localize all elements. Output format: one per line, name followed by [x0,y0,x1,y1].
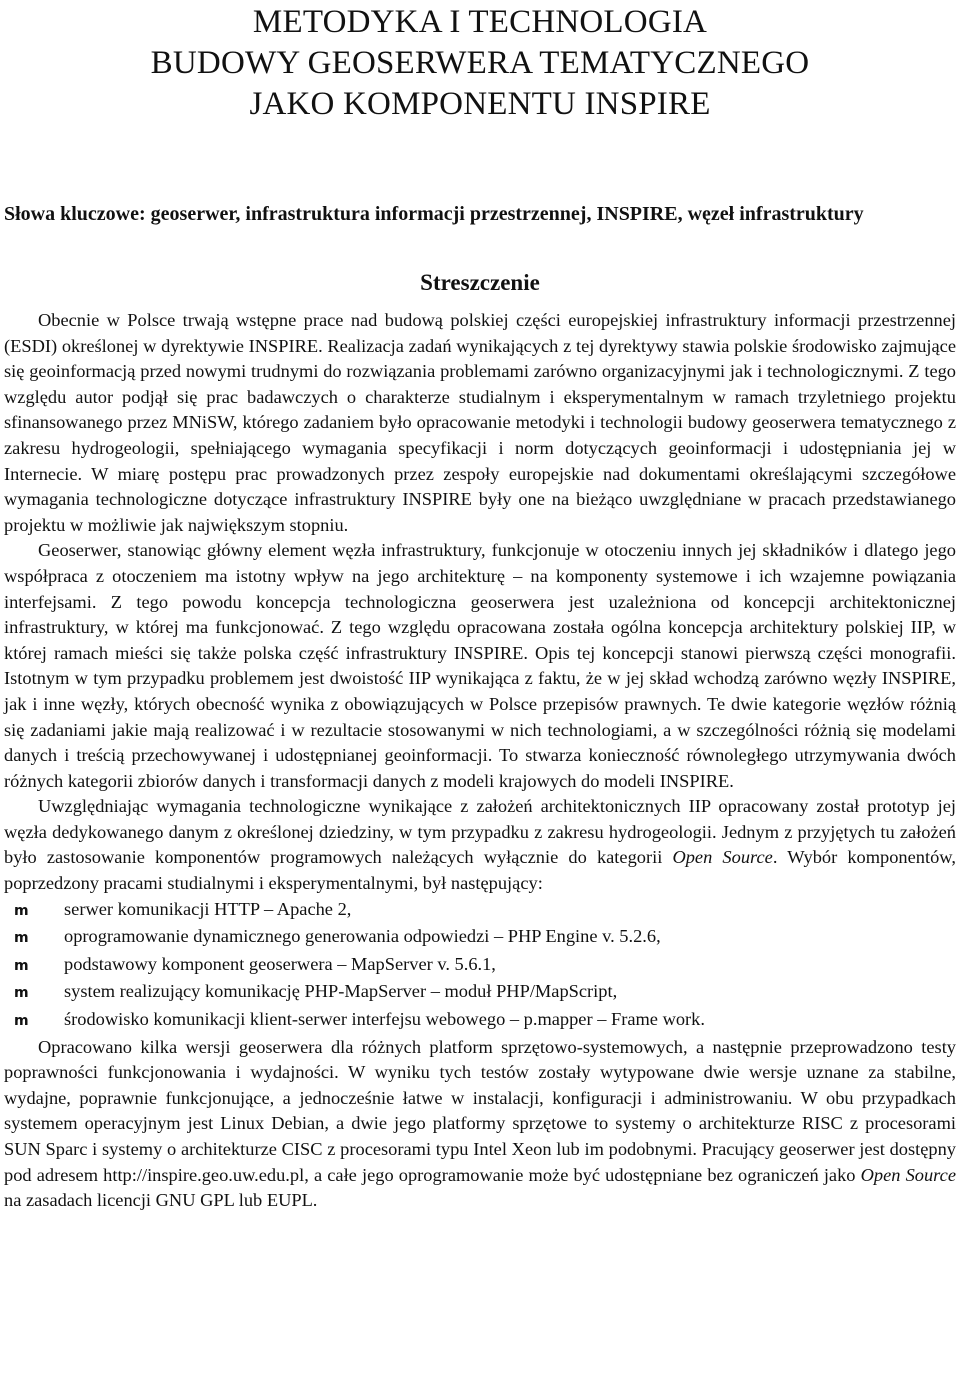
document-title [4,0,956,125]
list-item [14,952,956,980]
list-item-text: podstawowy komponent geoserwera – MapServer v. 5.6.1, [64,953,496,974]
list-item-text: oprogramowanie dynamicznego generowania odpowiedzi – PHP Engine v. 5.2.6, [64,926,661,947]
abstract-heading: Streszczenie [420,270,540,295]
list-item-text: system realizujący komunikację PHP-MapServer – moduł PHP/MapScript, [64,981,618,1002]
paragraph-text: Opracowano kilka wersji geoserwera dla różnych platform sprzętowo-systemowych, a następnie przeprowadzono testy poprawności funkcjonowania i wydajności. W wyniku tych testów zostały wytypowane dwie wersje uznane za stabilne, wydajne, poprawnie funkcjonujące, a jednocześnie łatwe w instalacji, konfiguracji i administrowaniu. W obu przypadkach systemem operacyjnym jest Linux Debian, a dwie jego platformy sprzętowe to systemy o architekturze RISC z procesorami SUN Sparc i systemy o architekturze CISC z procesorami typu Intel Xeon lub im podobnymi. Pracujący geoserwer jest dostępny pod adresem http://inspire.geo.uw.edu.pl, a całe jego oprogramowanie może być udostępniane bez ograniczeń jako [4,1036,956,1185]
component-list [4,897,956,1035]
paragraph-text: na zasadach licencji GNU GPL lub EUPL. [4,1190,318,1211]
paragraph: Geoserwer, stanowiąc główny element węzła infrastruktury, funkcjonuje w otoczeniu innych jej składników i dlatego jego współpraca z otoczeniem ma istotny wpływ na jego architekturę – na komponenty systemowe i ich wzajemne powiązania interfejsami. Z tego powodu koncepcja technologiczna geoserwera jest uzależniona od koncepcji architektonicznej infrastruktury, w której ma funkcjonować. Z tego względu opracowana została ogólna koncepcja architektury polskiej IIP, w której ramach mieści się także polska część infrastruktury INSPIRE. Opis tej koncepcji stanowi pierwszą części monografii. Istotnym w tym przypadku problemem jest dwoistość IIP wynikająca z faktu, że w jej skład wchodzą zarówno węzły INSPIRE, jak i inne węzły, których obecność wynika z obowiązujących w Polsce przepisów prawnych. Te dwie kategorie węzłów różnią się zadaniami jakie mają realizować i w rezultacie stosowanymi w nich technologiami, a w szczególności różnią się modelami danych i treścią przechowywanej i udostępnianej geoinformacji. To stwarza konieczność równoległego utrzymywania dwóch różnych kategorii zbiorów danych i transformacji danych z modeli krajowych do modeli INSPIRE. [4,540,956,791]
paragraph-text: Uwzględniając wymagania technologiczne wynikające z założeń architektonicznych IIP opracowany został prototyp jej węzła dedykowanego danym z określonej dziedziny, w tym przypadku z zakresu hydrogeologii. Jednym z przyjętych tu założeń było zastosowanie komponentów programowych należących wyłącznie do kategorii [4,796,956,868]
emphasis-text: Open Source [860,1164,956,1185]
keywords: Słowa kluczowe: geoserwer, infrastruktura informacji przestrzennej, INSPIRE, węzeł infrastruktury [4,203,864,225]
list-item [14,924,956,952]
list-item [14,979,956,1007]
title-line: METODYKA I TECHNOLOGIA [252,4,708,40]
bullet-icon: m [14,957,29,974]
title-line: JAKO KOMPONENTU INSPIRE [249,86,711,122]
list-item [14,1007,956,1035]
bullet-icon: m [14,930,29,947]
bullet-icon: m [14,985,29,1002]
emphasis-text: Open Source [672,847,773,868]
list-item-text: środowisko komunikacji klient-serwer interfejsu webowego – p.mapper – Frame work. [64,1009,705,1030]
paragraph: Obecnie w Polsce trwają wstępne prace nad budową polskiej części europejskiej infrastruktury informacji przestrzennej (ESDI) określonej w dyrektywie INSPIRE. Realizacja zadań wynikających z tej dyrektywy stawia polskie środowisko zajmujące się geoinformacją przed nowymi trudnymi do rozwiązania problemami zarówno organizacyjnymi jak i technologicznymi. Z tego względu autor podjął się prac badawczych o charakterze studialnym i eksperymentalnym w ramach trzyletniego projektu sfinansowanego przez MNiSW, którego zadaniem było opracowanie metodyki i technologii budowy geoserwera tematycznego z zakresu hydrogeologii, spełniającego wymagania specyfikacji i norm dotyczących geoinformacji i udostępniania jej w Internecie. W miarę postępu prac prowadzonych przez zespoły europejskie nad dokumentami określającymi szczegółowe wymagania technologiczne dotyczące infrastruktury INSPIRE były one na bieżąco uwzględniane w pracach przedstawianego projektu w możliwie jak największym stopniu. [4,310,956,535]
bullet-icon: m [14,1013,29,1030]
title-line: BUDOWY GEOSERWERA TEMATYCZNEGO [150,45,810,81]
list-item [14,897,956,925]
bullet-icon: m [14,902,29,919]
paragraph-text: . Wybór komponentów, poprzedzony pracami studialnymi i eksperymentalnymi, był następujący: [4,847,956,894]
paragraph [4,1035,956,1214]
list-item-text: serwer komunikacji HTTP – Apache 2, [64,898,352,919]
abstract-body [4,308,956,1214]
paragraph [4,794,956,896]
